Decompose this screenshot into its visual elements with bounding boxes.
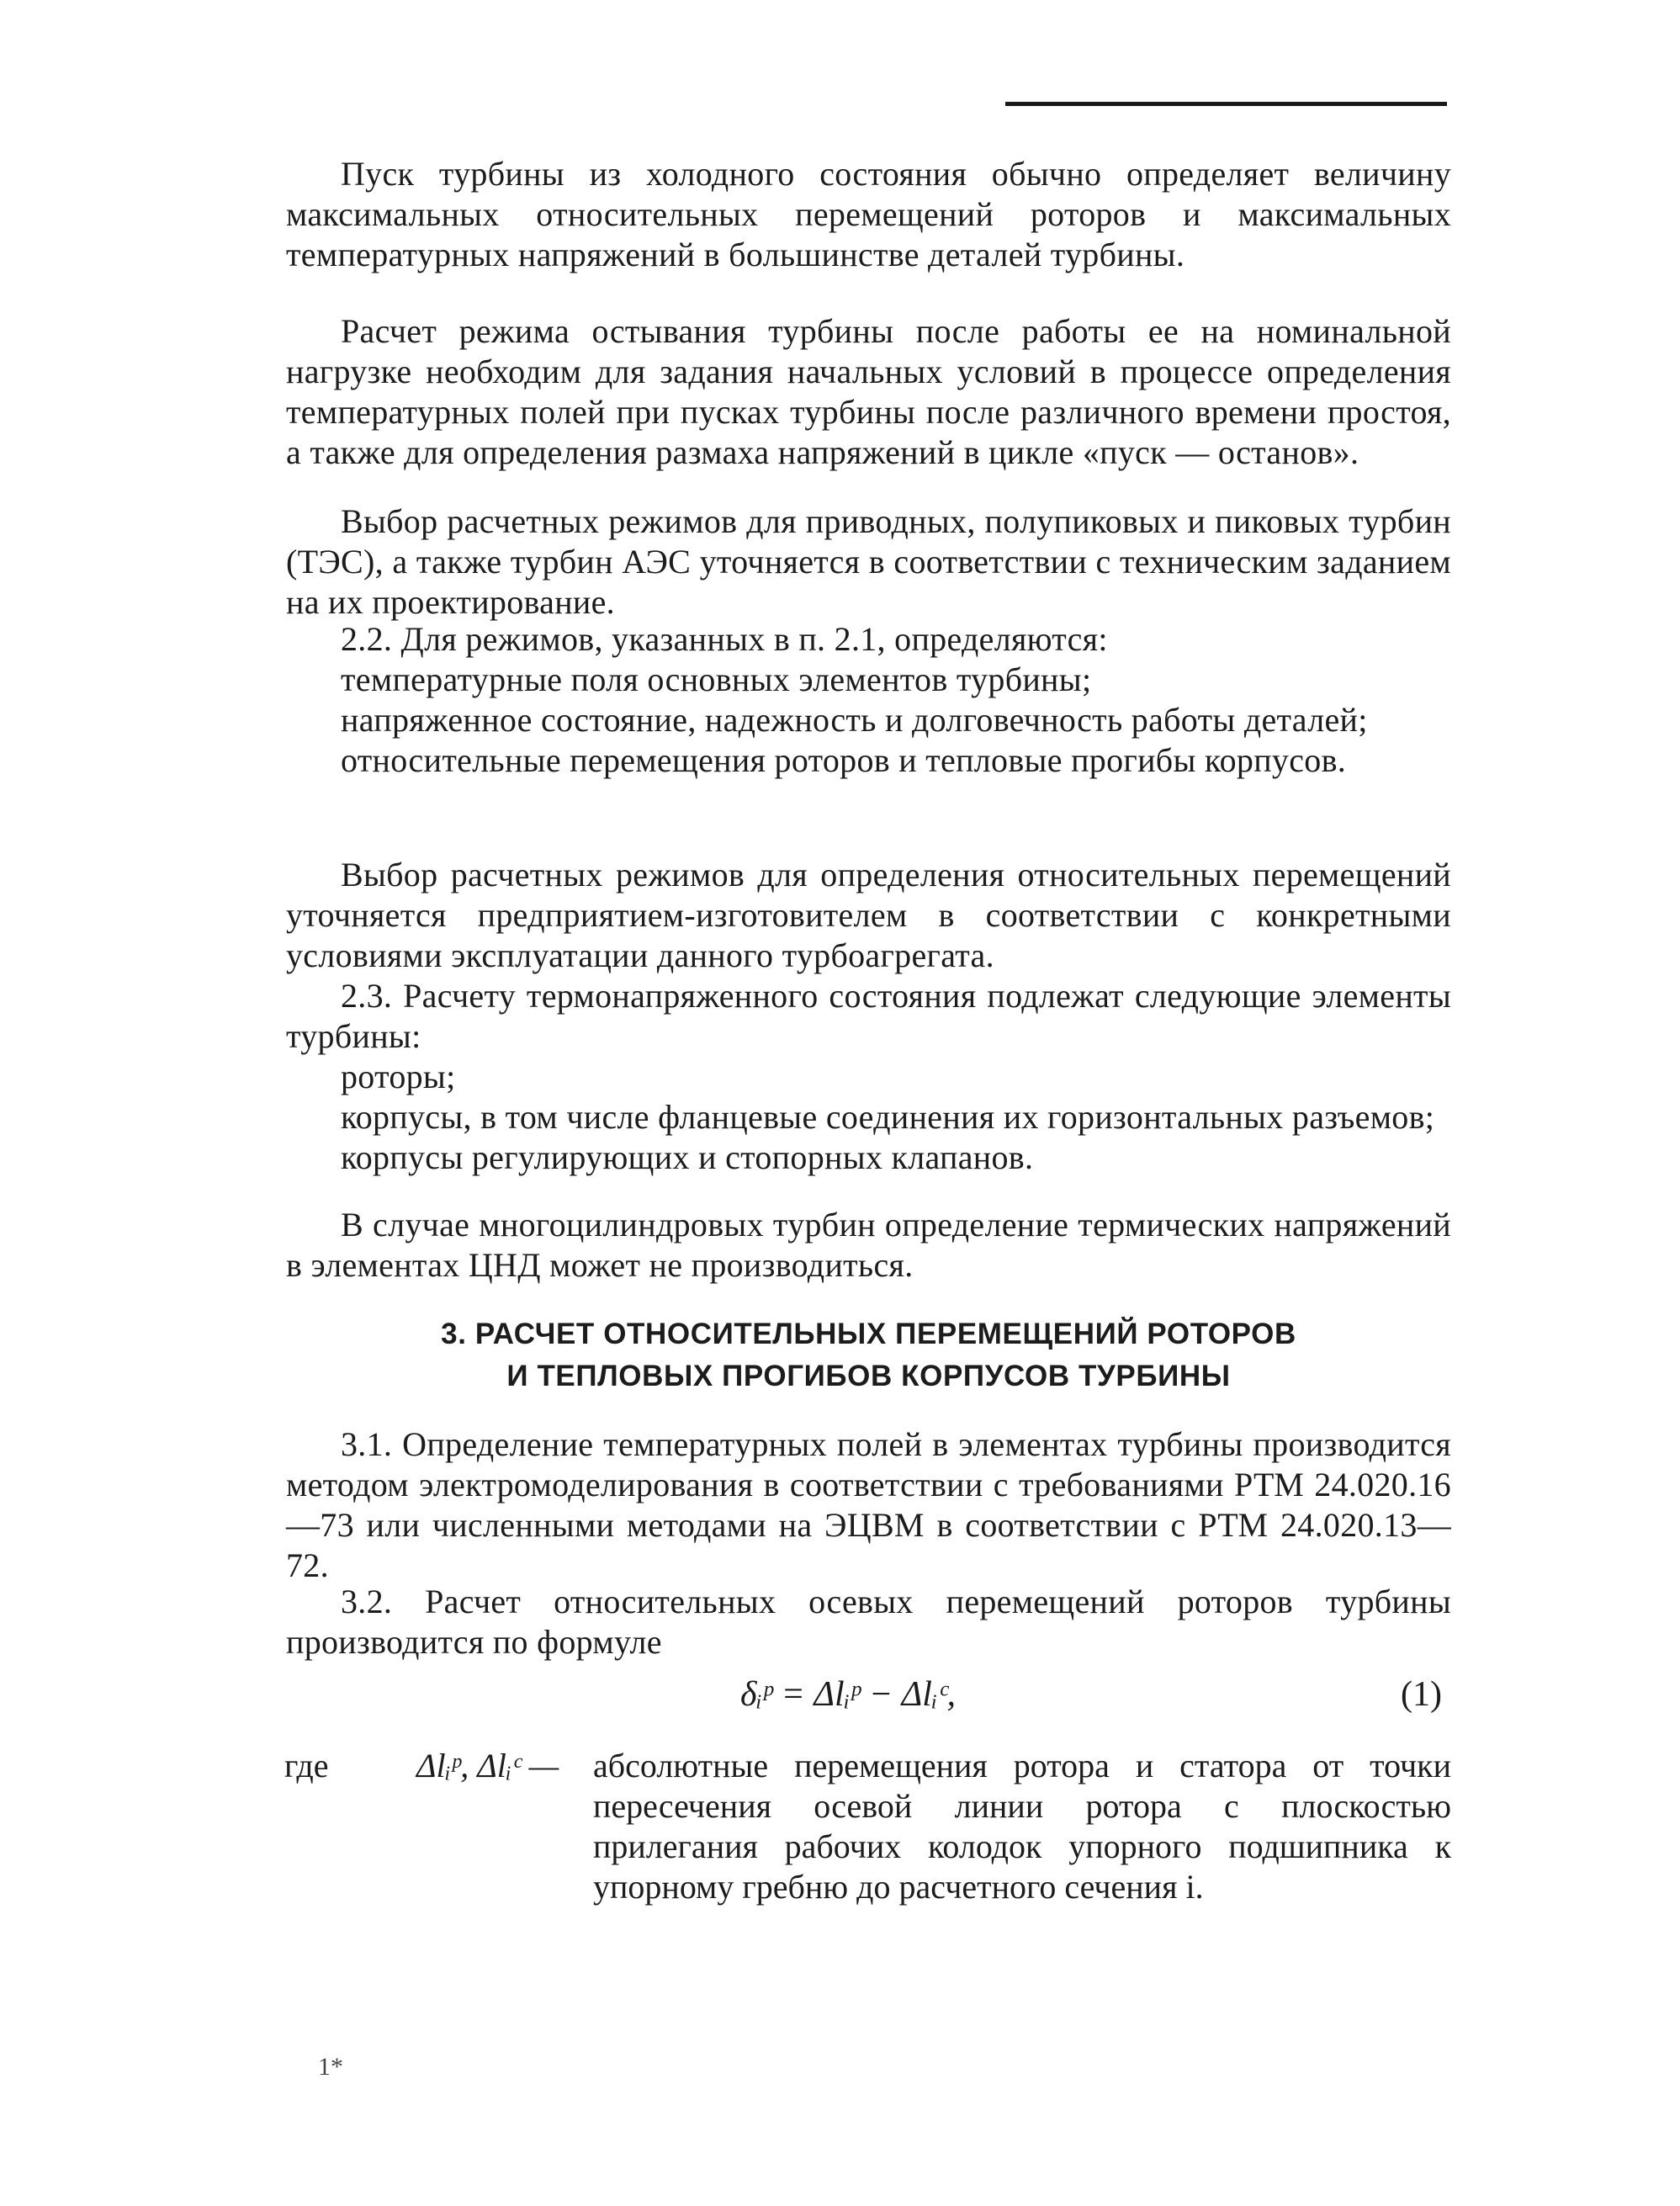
list-item: температурные поля основных элементов турбины; [341,660,1092,698]
text-block-8 [286,1424,1451,1586]
list-item: корпусы, в том числе фланцевые соединения их горизонтальных разъемов; [341,1098,1435,1136]
top-rule [1005,102,1447,106]
list-item: напряженное состояние, надежность и долговечность работы деталей; [341,701,1368,739]
paragraph: Выбор расчетных режимов для определения относительных перемещений уточняется предприятием-изготовителем в соответствии с конкретными условиями эксплуатации данного турбоагрегата. [286,856,1451,974]
text-block-4 [286,619,1451,781]
list-item: корпусы регулирующих и стопорных клапанов. [341,1138,1034,1176]
paragraph: 2.3. Расчету термонапряженного состояния подлежат следующие элементы турбины: [286,977,1451,1055]
where-label: где [284,1747,329,1784]
paragraph: 2.2. Для режимов, указанных в п. 2.1, определяются: [341,620,1108,658]
paragraph: Пуск турбины из холодного состояния обычно определяет величину максимальных относительных перемещений роторов и максимальных температурных напряжений в большинстве деталей турбины. [286,155,1451,273]
formula-number: (1) [1401,1675,1442,1714]
text-block-9 [286,1582,1451,1662]
paragraph: 3.1. Определение температурных полей в элементах турбины производится методом электромоделирования в соответствии с требованиями РТМ 24.020.16—73 или численными методами на ЭЦВМ в соответствии с РТМ 24.020.13—72. [286,1425,1451,1584]
text-block-5 [286,855,1451,976]
list-item: роторы; [341,1058,456,1095]
paragraph: Выбор расчетных режимов для приводных, полупиковых и пиковых турбин (ТЭС), а также турбин АЭС уточняется в соответствии с техническим заданием на их проектирование. [286,502,1451,621]
text-block-7 [286,1205,1451,1286]
where-definition: абсолютные перемещения ротора и статора от точки пересечения осевой линии ротора с плоскостью прилегания рабочих колодок упорного подшипника к упорному гребню до расчетного сечения i. [593,1747,1451,1906]
paragraph: В случае многоцилиндровых турбин определение термических напряжений в элементах ЦНД может не производиться. [286,1206,1451,1284]
text-block-3 [286,501,1451,623]
page-number: 1* [318,2053,343,2081]
section-heading-line-1: 3. РАСЧЕТ ОТНОСИТЕЛЬНЫХ ПЕРЕМЕЩЕНИЙ РОТОРОВ [441,1318,1296,1350]
section-heading-line-2: И ТЕПЛОВЫХ ПРОГИБОВ КОРПУСОВ ТУРБИНЫ [506,1360,1231,1392]
formula: δᵢᵖ = Δlᵢᵖ − Δlᵢᶜ, [740,1675,957,1714]
list-item: относительные перемещения роторов и тепловые прогибы корпусов. [341,741,1347,779]
paragraph: 3.2. Расчет относительных осевых перемещений роторов турбины производится по формуле [286,1583,1451,1661]
text-block-2 [286,311,1451,473]
paragraph: Расчет режима остывания турбины после работы ее на номинальной нагрузке необходим для задания начальных условий в процессе определения температурных полей при пусках турбины после различного времени простоя, а также для определения размаха напряжений в цикле «пуск — останов». [286,312,1451,471]
text-block-6 [286,976,1451,1178]
text-block-1 [286,154,1451,275]
where-symbols: Δlᵢᵖ, Δlᵢᶜ — [416,1747,559,1784]
